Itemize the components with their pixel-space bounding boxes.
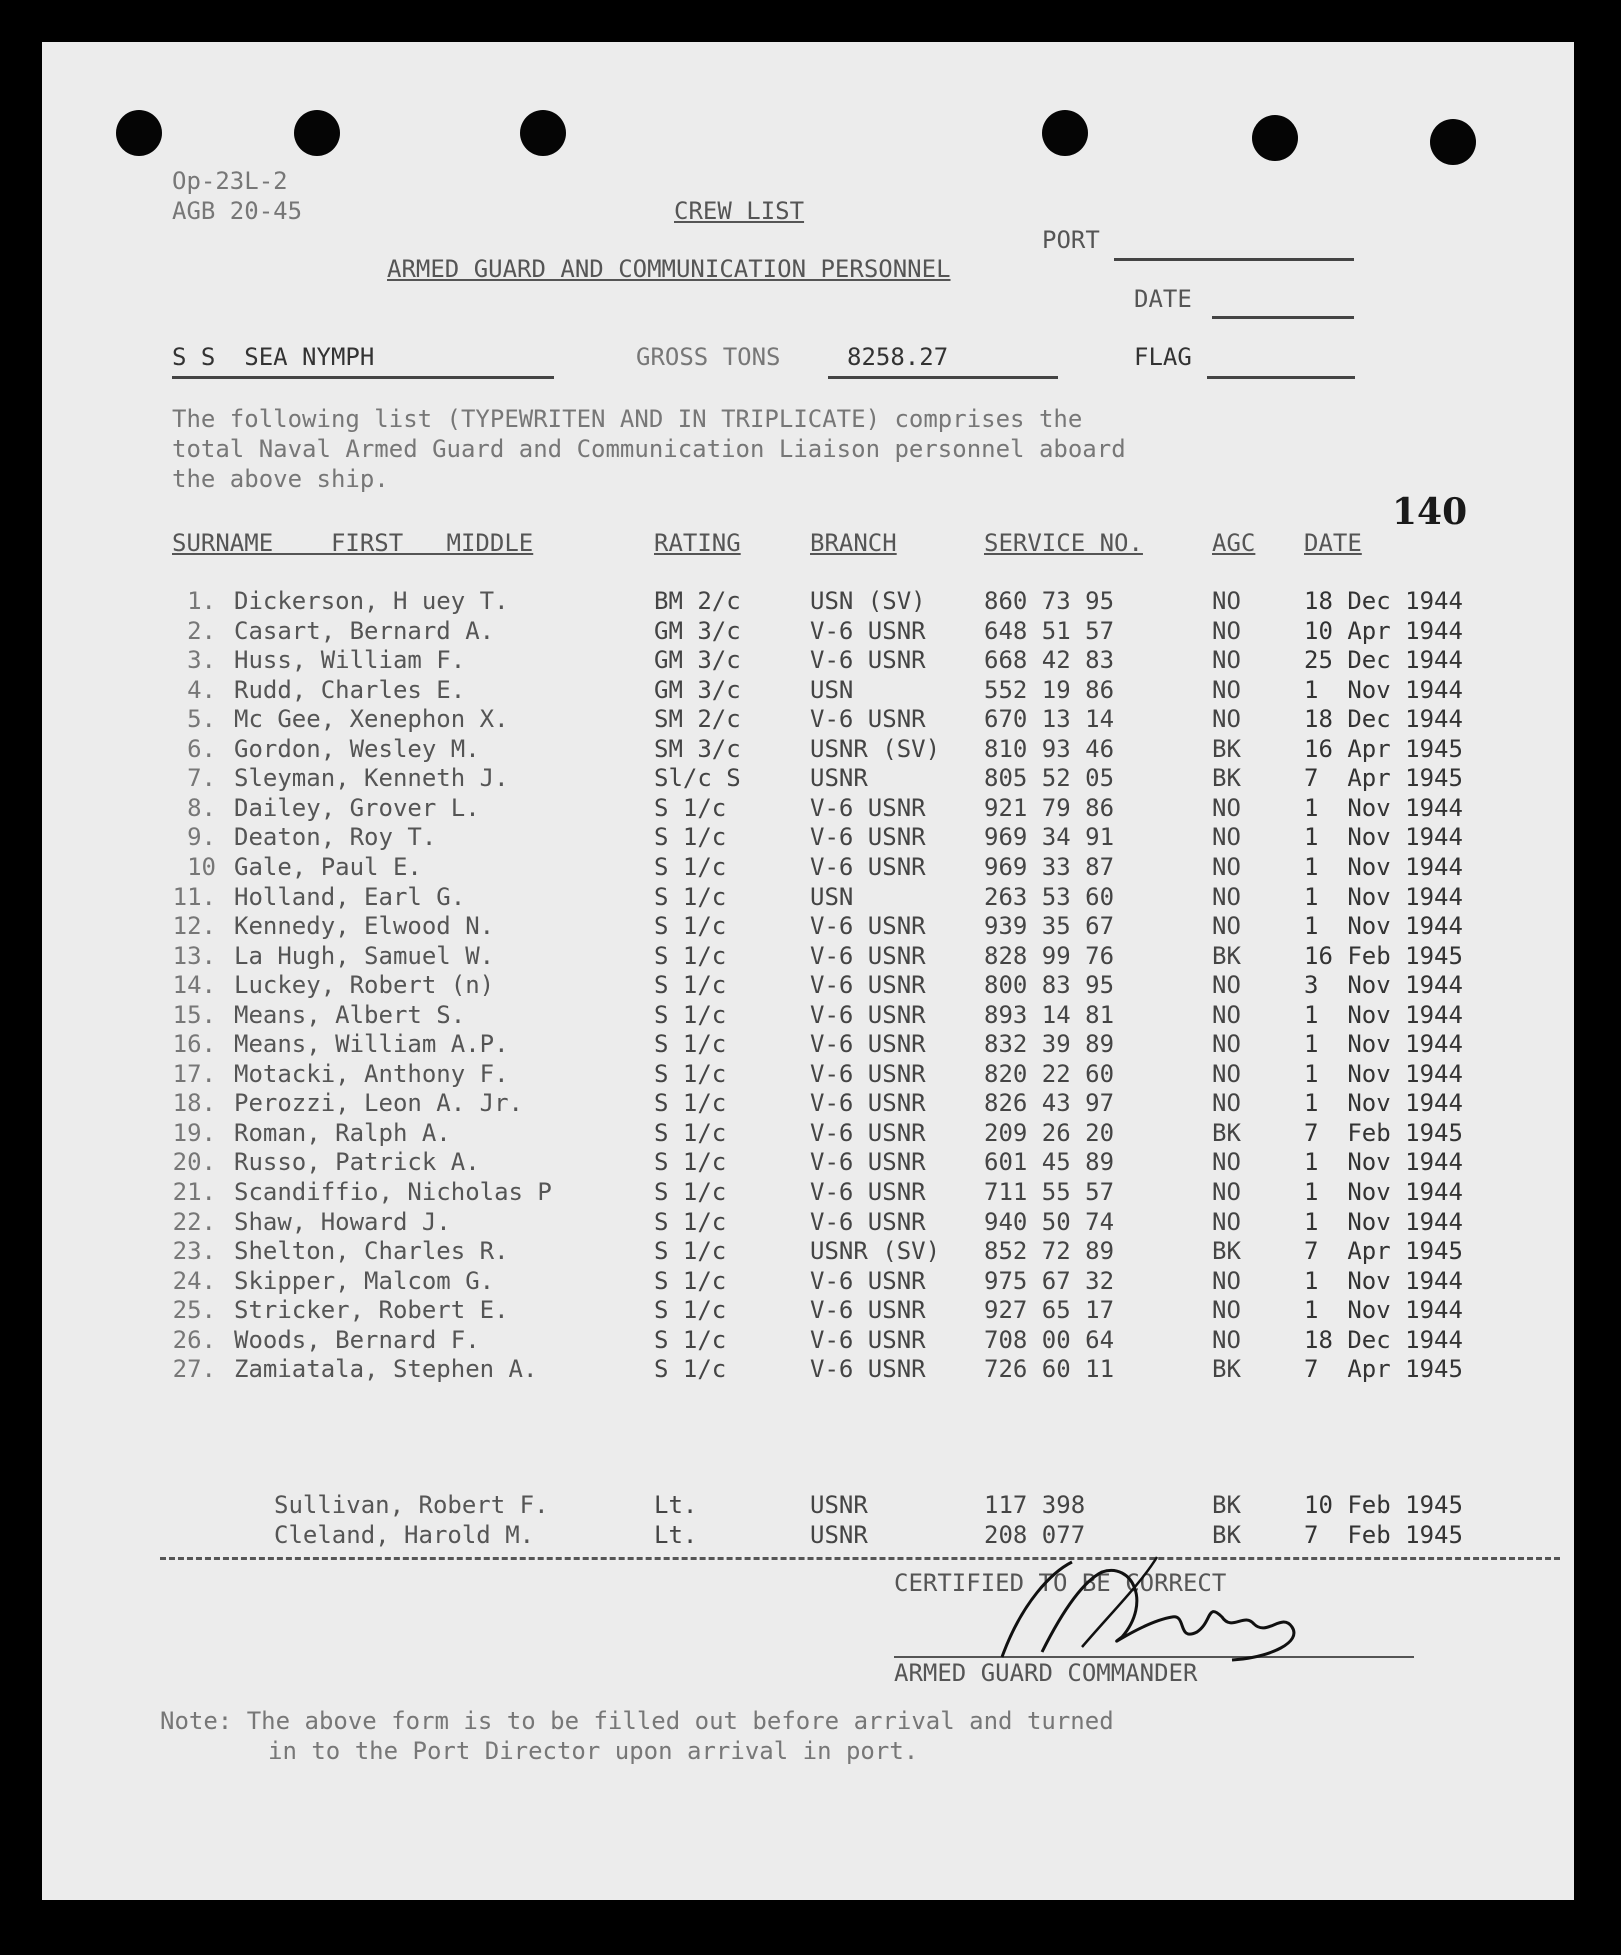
table-row: [42, 822, 1574, 852]
gross-tons-line: [828, 376, 1058, 379]
crew-agc: NO: [1212, 1089, 1241, 1118]
crew-branch: USNR (SV): [810, 734, 941, 763]
officer-rating: Lt.: [654, 1520, 698, 1549]
crew-service-no: 832 39 89: [984, 1030, 1115, 1059]
punch-hole: [116, 110, 162, 156]
row-number: 13.: [172, 941, 216, 970]
crew-rating: S 1/c: [654, 1237, 727, 1266]
crew-rating: Sl/c S: [654, 764, 741, 793]
intro-line-2: total Naval Armed Guard and Communication Liaison personnel aboard: [172, 435, 1126, 463]
row-number: 4.: [187, 675, 216, 704]
crew-branch: V-6 USNR: [810, 1000, 926, 1029]
table-row: [42, 1207, 1574, 1237]
crew-branch: V-6 USNR: [810, 616, 926, 645]
crew-name: Russo, Patrick A.: [234, 1148, 480, 1177]
crew-agc: BK: [1212, 1355, 1241, 1384]
officer-rating: Lt.: [654, 1491, 698, 1519]
crew-agc: NO: [1212, 823, 1241, 852]
crew-rating: S 1/c: [654, 1059, 727, 1088]
crew-agc: NO: [1212, 675, 1241, 704]
crew-service-no: 860 73 95: [984, 587, 1115, 615]
form-code-2: AGB 20-45: [172, 197, 303, 225]
crew-date: 1 Nov 1944: [1304, 1148, 1463, 1177]
crew-agc: NO: [1212, 971, 1241, 1000]
table-row: [42, 1177, 1574, 1207]
crew-rating: S 1/c: [654, 1355, 727, 1384]
crew-agc: BK: [1212, 941, 1241, 970]
crew-date: 7 Apr 1945: [1304, 1237, 1463, 1266]
crew-rating: S 1/c: [654, 1266, 727, 1295]
table-row: [42, 1236, 1574, 1266]
crew-agc: NO: [1212, 1030, 1241, 1059]
col-header-service-no: SERVICE NO.: [984, 529, 1143, 557]
crew-rating: GM 3/c: [654, 616, 741, 645]
crew-rating: S 1/c: [654, 882, 727, 911]
crew-branch: V-6 USNR: [810, 823, 926, 852]
document-page: [42, 42, 1574, 1900]
crew-date: 7 Feb 1945: [1304, 1118, 1463, 1147]
punch-hole: [294, 110, 340, 156]
crew-branch: V-6 USNR: [810, 1178, 926, 1206]
table-row: [42, 1295, 1574, 1325]
crew-branch: V-6 USNR: [810, 1030, 926, 1059]
col-header-name: SURNAME FIRST MIDDLE: [172, 529, 534, 557]
crew-service-no: 893 14 81: [984, 1000, 1115, 1029]
crew-branch: V-6 USNR: [810, 912, 926, 941]
document-subtitle: ARMED GUARD AND COMMUNICATION PERSONNEL: [387, 255, 951, 283]
table-row: [42, 1325, 1574, 1355]
crew-service-no: 852 72 89: [984, 1237, 1115, 1266]
crew-agc: NO: [1212, 1266, 1241, 1295]
crew-date: 18 Dec 1944: [1304, 1325, 1463, 1354]
officer-service-no: 117 398: [984, 1491, 1086, 1519]
crew-agc: NO: [1212, 1059, 1241, 1088]
crew-agc: NO: [1212, 882, 1241, 911]
table-row: [42, 616, 1574, 646]
crew-date: 1 Nov 1944: [1304, 1266, 1463, 1295]
ship-name: S S SEA NYMPH: [172, 343, 375, 371]
punch-hole: [520, 110, 566, 156]
crew-date: 16 Feb 1945: [1304, 941, 1463, 970]
col-header-branch: BRANCH: [810, 529, 897, 557]
officer-service-no: 208 077: [984, 1520, 1086, 1549]
crew-name: Rudd, Charles E.: [234, 675, 466, 704]
crew-name: Means, Albert S.: [234, 1000, 466, 1029]
crew-agc: BK: [1212, 1237, 1241, 1266]
crew-date: 1 Nov 1944: [1304, 882, 1463, 911]
crew-service-no: 668 42 83: [984, 646, 1115, 675]
crew-agc: NO: [1212, 587, 1241, 615]
crew-branch: V-6 USNR: [810, 1118, 926, 1147]
punch-hole: [1430, 119, 1476, 165]
officer-row: [42, 1520, 1574, 1550]
crew-service-no: 708 00 64: [984, 1325, 1115, 1354]
crew-service-no: 826 43 97: [984, 1089, 1115, 1118]
crew-branch: V-6 USNR: [810, 1089, 926, 1118]
crew-rating: S 1/c: [654, 971, 727, 1000]
crew-branch: V-6 USNR: [810, 971, 926, 1000]
crew-name: Luckey, Robert (n): [234, 971, 495, 1000]
table-row: [42, 1088, 1574, 1118]
col-header-rating: RATING: [654, 529, 741, 557]
row-number: 10: [187, 852, 216, 881]
table-row: [42, 941, 1574, 971]
crew-date: 1 Nov 1944: [1304, 852, 1463, 881]
crew-date: 1 Nov 1944: [1304, 1059, 1463, 1088]
table-row: [42, 882, 1574, 912]
crew-date: 25 Dec 1944: [1304, 646, 1463, 675]
crew-branch: V-6 USNR: [810, 1059, 926, 1088]
row-number: 27.: [172, 1355, 216, 1384]
crew-branch: V-6 USNR: [810, 1355, 926, 1384]
signature: [982, 1542, 1322, 1672]
crew-date: 1 Nov 1944: [1304, 1207, 1463, 1236]
crew-rating: S 1/c: [654, 1148, 727, 1177]
crew-branch: V-6 USNR: [810, 941, 926, 970]
crew-service-no: 927 65 17: [984, 1296, 1115, 1325]
table-row: [42, 1147, 1574, 1177]
crew-rating: S 1/c: [654, 1178, 727, 1206]
crew-rating: S 1/c: [654, 852, 727, 881]
table-row: [42, 1029, 1574, 1059]
punch-hole: [1252, 115, 1298, 161]
crew-agc: NO: [1212, 616, 1241, 645]
crew-name: Deaton, Roy T.: [234, 823, 437, 852]
document-title: CREW LIST: [674, 197, 805, 225]
crew-date: 1 Nov 1944: [1304, 793, 1463, 822]
crew-date: 1 Nov 1944: [1304, 1030, 1463, 1059]
crew-branch: V-6 USNR: [810, 1207, 926, 1236]
crew-date: 18 Dec 1944: [1304, 705, 1463, 734]
crew-name: La Hugh, Samuel W.: [234, 941, 495, 970]
row-number: 16.: [172, 1030, 216, 1059]
crew-agc: NO: [1212, 852, 1241, 881]
table-row: [42, 970, 1574, 1000]
officer-date: 7 Feb 1945: [1304, 1520, 1463, 1549]
crew-name: Means, William A.P.: [234, 1030, 509, 1059]
table-row: [42, 586, 1574, 616]
table-row: [42, 793, 1574, 823]
port-line: [1114, 258, 1354, 261]
crew-date: 10 Apr 1944: [1304, 616, 1463, 645]
crew-service-no: 263 53 60: [984, 882, 1115, 911]
crew-name: Casart, Bernard A.: [234, 616, 495, 645]
punch-hole: [1042, 110, 1088, 156]
crew-service-no: 828 99 76: [984, 941, 1115, 970]
crew-branch: USN: [810, 882, 854, 911]
row-number: 7.: [187, 764, 216, 793]
row-number: 19.: [172, 1118, 216, 1147]
row-number: 9.: [187, 823, 216, 852]
row-number: 17.: [172, 1059, 216, 1088]
crew-service-no: 552 19 86: [984, 675, 1115, 704]
crew-agc: NO: [1212, 705, 1241, 734]
crew-rating: S 1/c: [654, 941, 727, 970]
officer-branch: USNR: [810, 1520, 868, 1549]
row-number: 14.: [172, 971, 216, 1000]
crew-service-no: 820 22 60: [984, 1059, 1115, 1088]
row-number: 21.: [172, 1178, 216, 1206]
crew-service-no: 940 50 74: [984, 1207, 1115, 1236]
crew-service-no: 939 35 67: [984, 912, 1115, 941]
crew-name: Mc Gee, Xenephon X.: [234, 705, 509, 734]
crew-rating: S 1/c: [654, 1118, 727, 1147]
dashed-divider: [160, 1557, 1560, 1560]
crew-date: 1 Nov 1944: [1304, 1000, 1463, 1029]
gross-tons-value: 8258.27: [847, 343, 949, 371]
table-row: [42, 704, 1574, 734]
table-row: [42, 1118, 1574, 1148]
crew-rating: GM 3/c: [654, 675, 741, 704]
table-row: [42, 1000, 1574, 1030]
intro-line-3: the above ship.: [172, 465, 389, 493]
crew-date: 1 Nov 1944: [1304, 1178, 1463, 1206]
crew-name: Stricker, Robert E.: [234, 1296, 509, 1325]
crew-branch: V-6 USNR: [810, 646, 926, 675]
crew-name: Huss, William F.: [234, 646, 466, 675]
col-header-date: DATE: [1304, 529, 1362, 557]
row-number: 6.: [187, 734, 216, 763]
crew-name: Sleyman, Kenneth J.: [234, 764, 509, 793]
row-number: 18.: [172, 1089, 216, 1118]
note-line-2: in to the Port Director upon arrival in port.: [268, 1737, 919, 1765]
crew-date: 18 Dec 1944: [1304, 587, 1463, 615]
crew-service-no: 969 34 91: [984, 823, 1115, 852]
certified-label: CERTIFIED TO BE CORRECT: [894, 1569, 1227, 1597]
crew-agc: NO: [1212, 1000, 1241, 1029]
crew-branch: V-6 USNR: [810, 852, 926, 881]
crew-branch: V-6 USNR: [810, 1296, 926, 1325]
crew-name: Perozzi, Leon A. Jr.: [234, 1089, 523, 1118]
crew-branch: V-6 USNR: [810, 1325, 926, 1354]
flag-line: [1207, 376, 1355, 379]
crew-service-no: 800 83 95: [984, 971, 1115, 1000]
crew-name: Holland, Earl G.: [234, 882, 466, 911]
crew-name: Dailey, Grover L.: [234, 793, 480, 822]
crew-branch: V-6 USNR: [810, 793, 926, 822]
crew-rating: S 1/c: [654, 1207, 727, 1236]
row-number: 24.: [172, 1266, 216, 1295]
crew-name: Kennedy, Elwood N.: [234, 912, 495, 941]
crew-name: Zamiatala, Stephen A.: [234, 1355, 538, 1384]
crew-name: Motacki, Anthony F.: [234, 1059, 509, 1088]
date-label: DATE: [1134, 285, 1192, 313]
crew-date: 1 Nov 1944: [1304, 912, 1463, 941]
form-code: Op-23L-2: [172, 167, 288, 195]
crew-agc: NO: [1212, 793, 1241, 822]
crew-branch: USNR (SV): [810, 1237, 941, 1266]
crew-branch: USNR: [810, 764, 868, 793]
crew-date: 1 Nov 1944: [1304, 1296, 1463, 1325]
crew-service-no: 648 51 57: [984, 616, 1115, 645]
table-row: [42, 911, 1574, 941]
row-number: 2.: [187, 616, 216, 645]
row-number: 12.: [172, 912, 216, 941]
crew-rating: S 1/c: [654, 793, 727, 822]
crew-name: Shelton, Charles R.: [234, 1237, 509, 1266]
crew-date: 3 Nov 1944: [1304, 971, 1463, 1000]
crew-date: 1 Nov 1944: [1304, 1089, 1463, 1118]
crew-rating: GM 3/c: [654, 646, 741, 675]
crew-branch: USN (SV): [810, 587, 926, 615]
row-number: 20.: [172, 1148, 216, 1177]
crew-agc: BK: [1212, 734, 1241, 763]
crew-rating: SM 3/c: [654, 734, 741, 763]
row-number: 25.: [172, 1296, 216, 1325]
crew-agc: NO: [1212, 1178, 1241, 1206]
crew-branch: V-6 USNR: [810, 705, 926, 734]
commander-label: ARMED GUARD COMMANDER: [894, 1659, 1198, 1687]
table-row: [42, 763, 1574, 793]
crew-service-no: 805 52 05: [984, 764, 1115, 793]
crew-agc: BK: [1212, 764, 1241, 793]
crew-name: Gale, Paul E.: [234, 852, 422, 881]
crew-branch: V-6 USNR: [810, 1148, 926, 1177]
crew-name: Skipper, Malcom G.: [234, 1266, 495, 1295]
officer-date: 10 Feb 1945: [1304, 1491, 1463, 1519]
crew-service-no: 601 45 89: [984, 1148, 1115, 1177]
crew-rating: SM 2/c: [654, 705, 741, 734]
table-row: [42, 675, 1574, 705]
ship-name-line: [172, 376, 554, 379]
table-row: [42, 852, 1574, 882]
flag-label: FLAG: [1134, 343, 1192, 371]
date-line: [1212, 316, 1354, 319]
intro-line-1: The following list (TYPEWRITEN AND IN TRIPLICATE) comprises the: [172, 405, 1083, 433]
note-line-1: Note: The above form is to be filled out before arrival and turned: [160, 1707, 1114, 1735]
crew-name: Roman, Ralph A.: [234, 1118, 451, 1147]
crew-rating: S 1/c: [654, 1325, 727, 1354]
table-row: [42, 1059, 1574, 1089]
table-row: [42, 1354, 1574, 1384]
table-row: [42, 1266, 1574, 1296]
page-number: 140: [1392, 491, 1468, 533]
row-number: 22.: [172, 1207, 216, 1236]
gross-tons-label: GROSS TONS: [636, 343, 781, 371]
crew-name: Scandiffio, Nicholas P: [234, 1178, 552, 1206]
crew-date: 7 Apr 1945: [1304, 1355, 1463, 1384]
crew-service-no: 810 93 46: [984, 734, 1115, 763]
crew-name: Woods, Bernard F.: [234, 1325, 480, 1354]
crew-rating: S 1/c: [654, 1296, 727, 1325]
crew-rating: S 1/c: [654, 1089, 727, 1118]
officer-agc: BK: [1212, 1491, 1241, 1519]
crew-agc: NO: [1212, 912, 1241, 941]
crew-service-no: 670 13 14: [984, 705, 1115, 734]
crew-service-no: 921 79 86: [984, 793, 1115, 822]
crew-rating: S 1/c: [654, 1000, 727, 1029]
crew-rating: S 1/c: [654, 1030, 727, 1059]
crew-branch: V-6 USNR: [810, 1266, 926, 1295]
row-number: 11.: [172, 882, 216, 911]
crew-service-no: 975 67 32: [984, 1266, 1115, 1295]
row-number: 26.: [172, 1325, 216, 1354]
crew-agc: NO: [1212, 1207, 1241, 1236]
crew-date: 1 Nov 1944: [1304, 823, 1463, 852]
crew-rating: S 1/c: [654, 912, 727, 941]
row-number: 1.: [187, 587, 216, 615]
crew-service-no: 209 26 20: [984, 1118, 1115, 1147]
crew-date: 16 Apr 1945: [1304, 734, 1463, 763]
table-row: [42, 645, 1574, 675]
row-number: 3.: [187, 646, 216, 675]
crew-agc: NO: [1212, 1296, 1241, 1325]
crew-agc: NO: [1212, 646, 1241, 675]
row-number: 8.: [187, 793, 216, 822]
officer-name: Cleland, Harold M.: [274, 1520, 535, 1549]
port-label: PORT: [1042, 226, 1100, 254]
crew-agc: BK: [1212, 1118, 1241, 1147]
row-number: 15.: [172, 1000, 216, 1029]
crew-service-no: 726 60 11: [984, 1355, 1115, 1384]
crew-name: Shaw, Howard J.: [234, 1207, 451, 1236]
crew-service-no: 711 55 57: [984, 1178, 1115, 1206]
col-header-agc: AGC: [1212, 529, 1256, 557]
crew-date: 1 Nov 1944: [1304, 675, 1463, 704]
row-number: 5.: [187, 705, 216, 734]
crew-service-no: 969 33 87: [984, 852, 1115, 881]
crew-agc: NO: [1212, 1325, 1241, 1354]
officer-row: [42, 1490, 1574, 1520]
crew-name: Dickerson, H uey T.: [234, 587, 509, 615]
table-row: [42, 734, 1574, 764]
officer-agc: BK: [1212, 1520, 1241, 1549]
crew-rating: S 1/c: [654, 823, 727, 852]
crew-date: 7 Apr 1945: [1304, 764, 1463, 793]
crew-agc: NO: [1212, 1148, 1241, 1177]
crew-rating: BM 2/c: [654, 587, 741, 615]
row-number: 23.: [172, 1237, 216, 1266]
crew-branch: USN: [810, 675, 854, 704]
officer-branch: USNR: [810, 1491, 868, 1519]
crew-name: Gordon, Wesley M.: [234, 734, 480, 763]
officer-name: Sullivan, Robert F.: [274, 1491, 549, 1519]
